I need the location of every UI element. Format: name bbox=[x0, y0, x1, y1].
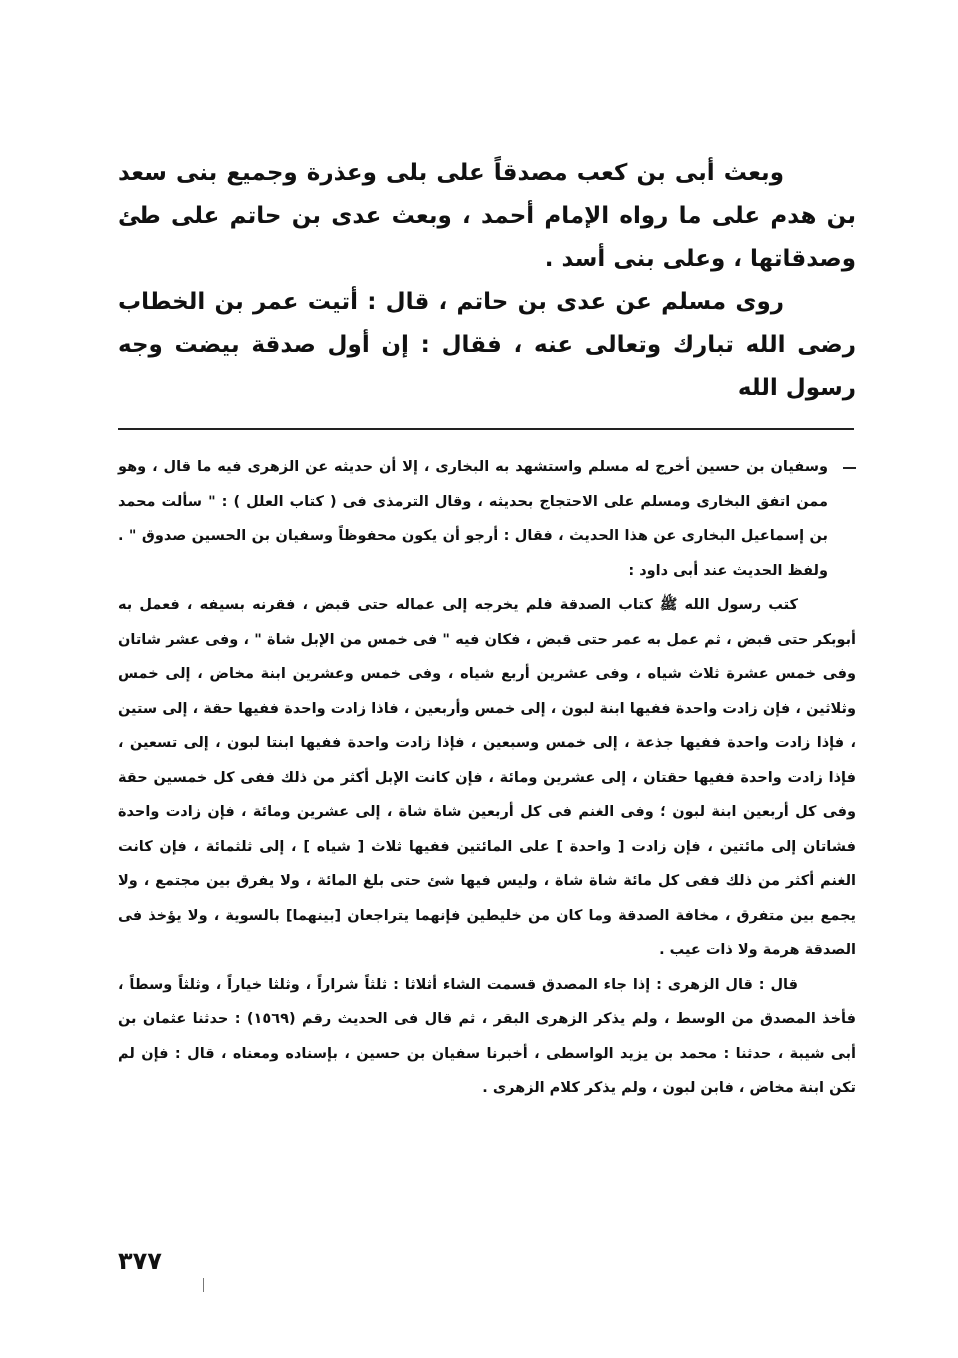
scan-speck bbox=[203, 1278, 204, 1292]
footnote-block bbox=[118, 450, 856, 1106]
footnote-paragraph-1-text: وسفيان بن حسين أخرج له مسلم واستشهد به البخارى ، إلا أن حديثه عن الزهرى فيه ما قال ، وهو ممن اتفق البخارى ومسلم على الاحتجاج بحديثه ، وقال الترمذى فى ( كتاب العلل ) : " سألت محمد بن إسماعيل البخارى عن هذا الحديث ، فقال : أرجو أن يكون محفوظاً وسفيان بن الحسين صدوق " . ولفظ الحديث عند أبى داود : bbox=[118, 459, 828, 579]
footnote-paragraph-3: قال : قال الزهرى : إذا جاء المصدق قسمت الشاء أثلاثا : ثلثاً شراراً ، وثلثا خياراً ، وثلثاً وسطاً ، فأخذ المصدق من الوسط ، ولم يذكر الزهرى البقر ، ثم قال فى الحديث رقم (١٥٦٩) : حدثنا عثمان بن أبى شيبة ، حدثنا : محمد بن يزيد الواسطى ، أخبرنا سفيان بن حسين ، بإسناده ومعناه ، قال : فإن لم تكن ابنة مخاض ، فابن لبون ، ولم يذكر كلام الزهرى . bbox=[118, 976, 856, 1096]
footnote-paragraph-2: كتب رسول الله ﷺ كتاب الصدقة فلم يخرجه إلى عماله حتى قبض ، فقرنه بسيفه ، فعمل به أبوبكر حتى قبض ، ثم عمل به عمر حتى قبض ، فكان فيه " فى خمس من الإبل شاة " ، وفى عشر شاتان وفى خمس عشرة ثلاث شياه ، وفى عشرين أربع شياه ، وفى خمس وعشرين ابنة مخاض ، إلى خمس وثلاثين ، فإن زادت واحدة ففيها ابنة لبون ، إلى خمس وأربعين ، فاذا زادت واحدة ففيها حقة ، إلى ستين ، فإذا زادت واحدة ففيها جذعة ، إلى خمس وسبعين ، فإذا زادت واحدة ففيها ابنتا لبون ، إلى تسعين ، فإذا زادت واحدة ففيها حقتان ، إلى عشرين ومائة ، فإن كانت الإبل أكثر من ذلك ففى كل خمسين حقة وفى كل أربعين ابنة لبون ؛ وفى الغنم فى كل أربعين شاة شاة ، إلى عشرين ومائة ، فإن زادت واحدة فشاتان إلى مائتين ، فإن زادت [ واحدة ] على المائتين ففيها ثلاث [ شياه ] ، إلى ثلثمائة ، فإن كانت الغنم أكثر من ذلك ففى كل مائة شاة شاة ، وليس فيها شئ حتى بلغ المائة ، ولا يفرق بين مجتمع ، ولا يجمع بين متفرق ، مخافة الصدقة وما كان من خليطين فإنهما يتراجعان [بينهما] بالسوية ، ولا يؤخذ فى الصدقة هرمة ولا ذات عيب . bbox=[118, 597, 856, 958]
main-paragraph-1: وبعث أبى بن كعب مصدقاً على بلى وعذرة وجميع بنى سعد بن هدم على ما رواه الإمام أحمد ، وبعث عدى بن حاتم على طئ وصدقاتها ، وعلى بنى أسد . bbox=[118, 160, 856, 272]
main-text-block bbox=[118, 152, 856, 410]
page-number: ٣٧٧ bbox=[118, 1247, 162, 1275]
footnote-paragraph-1 bbox=[118, 450, 856, 588]
footnote-dash-marker bbox=[843, 467, 856, 469]
footnote-divider bbox=[118, 428, 854, 430]
main-paragraph-2: روى مسلم عن عدى بن حاتم ، قال : أتيت عمر بن الخطاب رضى الله تبارك وتعالى عنه ، فقال : إن أول صدقة بيضت وجه رسول الله bbox=[118, 289, 856, 401]
